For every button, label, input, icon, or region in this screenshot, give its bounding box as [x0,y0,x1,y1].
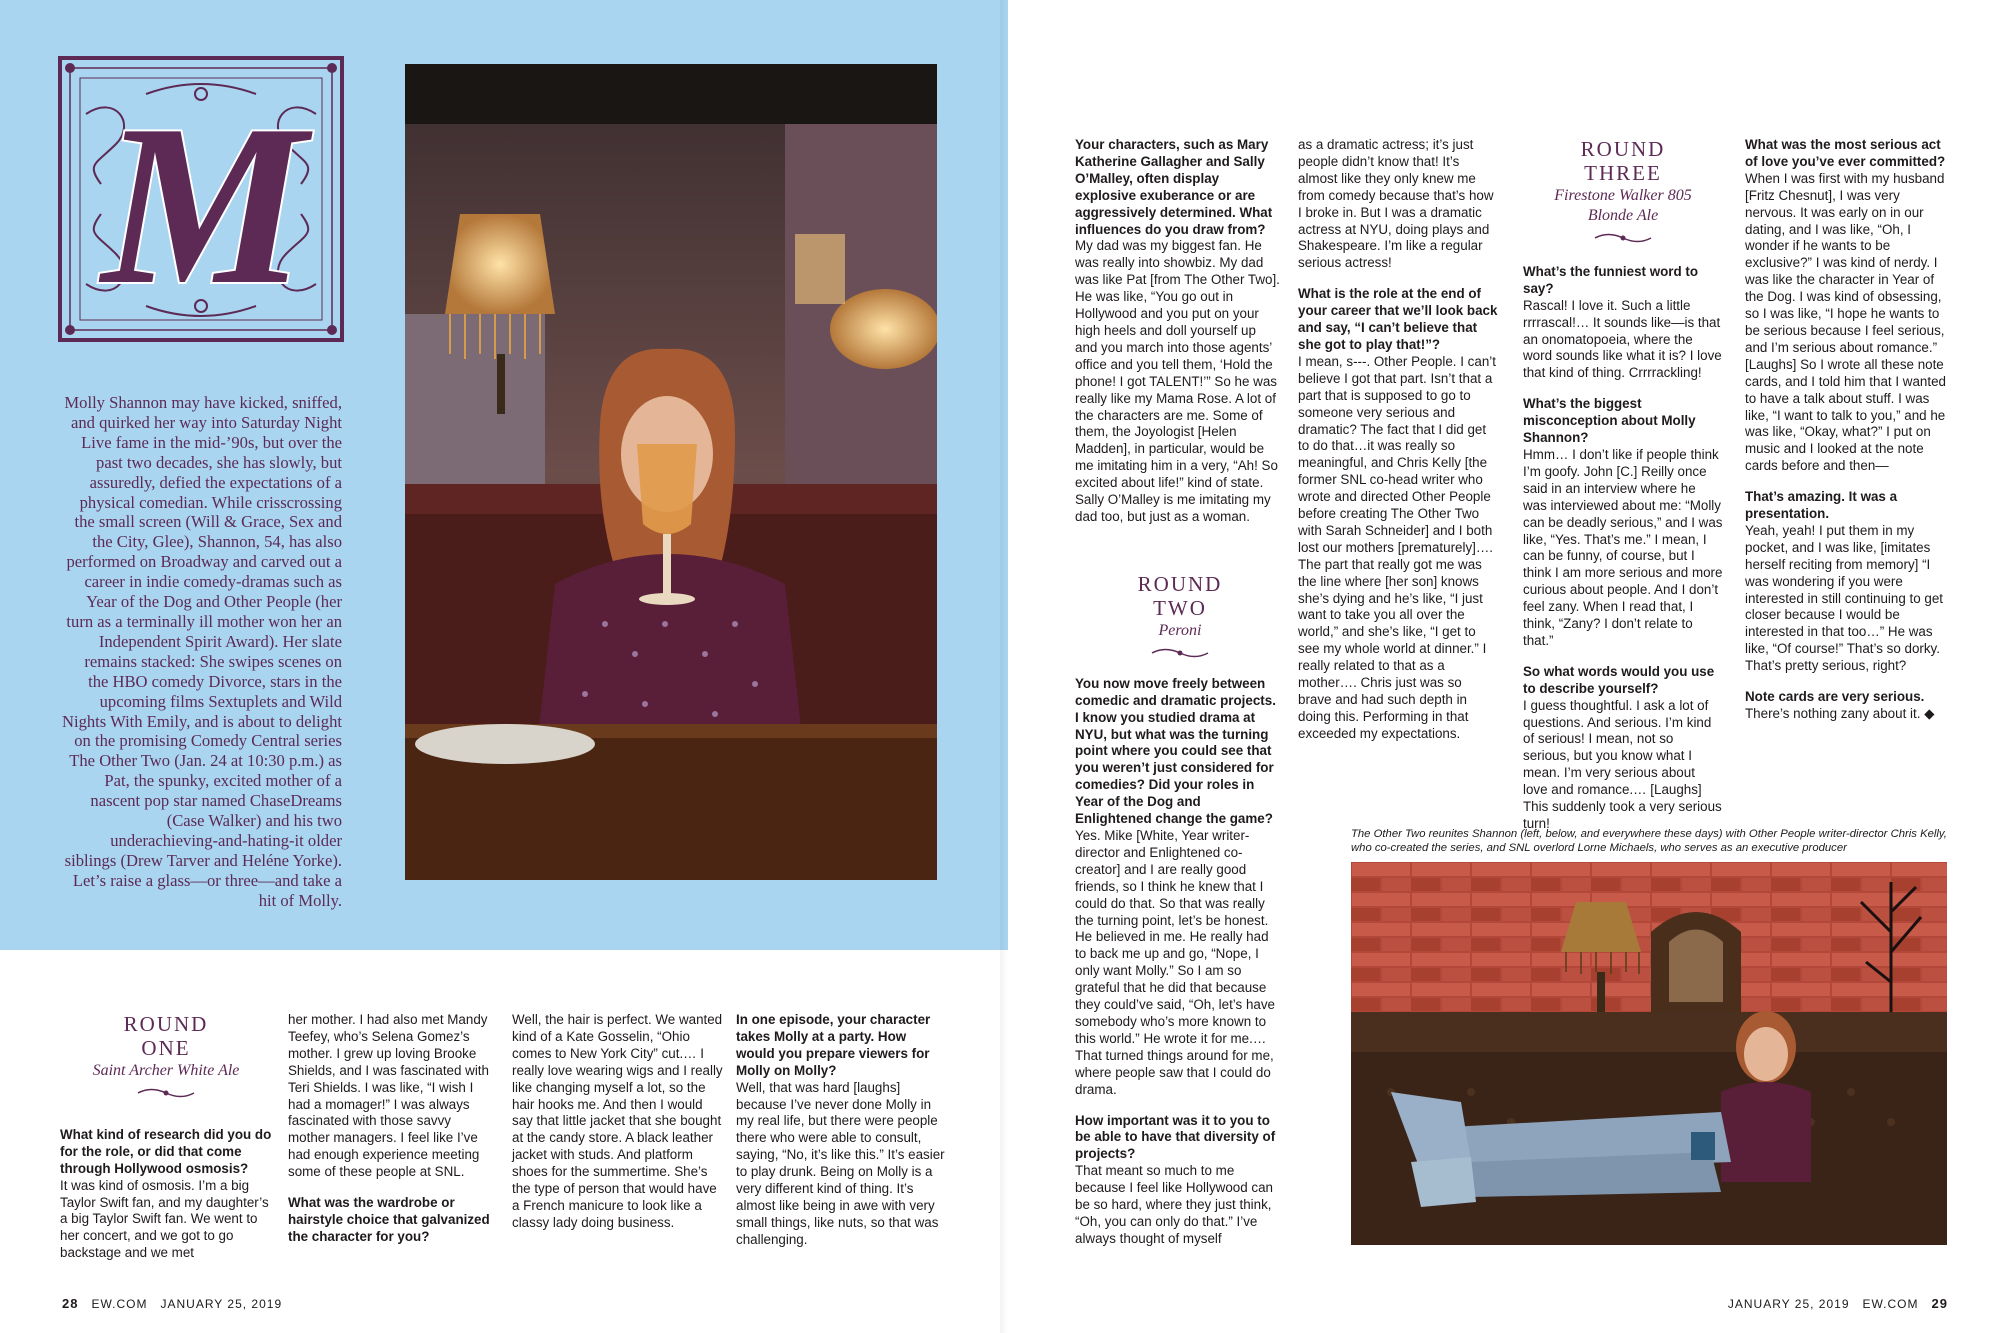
answer-text: I mean, s---. Other People. I can’t believe I got that part. Isn’t that a part that is supposed to go to someone very serious and dramatic? The fact that I did get to do that…it was really so meaningful, and Chris Kelly [the former SNL co-head writer who wrote and directed Other People before creating The Other Two with Sarah Schneider] and I both lost our mothers [prematurely]…. The part that really got me was the line where [her son] knows she’s dying and he’s like, “I just want to take you all over the world,” and she’s like, “I get to see my whole world at dinner.” I really related to that as a mother…. Chris just was so brave and had such depth in doing this. Performing in that exceeded my expectations. [1298,353,1496,741]
left-column-2 [288,1012,496,1260]
main-photo-molly-drinking [405,64,937,880]
round-one-line1: ROUND [123,1012,209,1036]
folio-right [1728,1296,1948,1311]
round-two-line1: ROUND [1137,572,1223,596]
question-text: So what words would you use to describe yourself? [1523,663,1715,696]
question-text: What’s the biggest misconception about Molly Shannon? [1523,396,1696,446]
question-text: What’s the funniest word to say? [1523,263,1699,296]
ornament-divider-icon [1593,231,1653,245]
page-number-right: 29 [1931,1296,1948,1311]
question-text: In one episode, your character takes Molly at a party. How would you prepare viewers for Molly on Molly? [736,1012,931,1078]
answer-text: Rascal! I love it. Such a little rrrrascal!… It sounds like—is that an onomatopoeia, where the word sounds like what it is? I love that kind of thing. Crrrrackling! [1523,297,1722,381]
left-column-1 [60,1012,272,1276]
question-text: Note cards are very serious. [1745,689,1925,705]
issue-date-left: JANUARY 25, 2019 [160,1297,283,1311]
answer-text: Well, that was hard [laughs] because I’ve never done Molly in my real life, but there were people there who were able to consult, saying, “No, it’s like this.” It’s easier to play drunk. Being on Molly is a very different kind of thing. It’s almost like being in awe with very small things, like nuts, so that was challenging. [736,1079,945,1247]
round-one-beer: Saint Archer White Ale [92,1062,240,1079]
question-text: What was the most serious act of love you’ve ever committed? [1745,137,1946,169]
page-gutter [1000,0,1008,1333]
site-name-right: EW.COM [1862,1297,1919,1311]
photo-caption: The Other Two reunites Shannon (left, below, and everywhere these days) with Other People writer-director Chris Kelly, who co-created the series, and SNL overlord Lorne Michaels, who serves as an executive producer [1351,828,1947,854]
question-text: Your characters, such as Mary Katherine Gallagher and Sally O’Malley, often display explosive exuberance or are aggressively determined. What influences do you draw from? [1075,137,1273,237]
intro-paragraph [60,393,342,911]
right-column-3 [1523,137,1723,847]
round-three-line1: ROUND [1580,137,1666,161]
answer-text: Hmm… I don’t like if people think I’m goofy. John [C.] Reilly once said in an interview where he was interviewed about me: “Molly can be deadly serious,” and I was like, “Yes. That’s me.” I mean, I can be funny, of course, but I think I am more serious and more curious about people. And I don’t feel zany. When I read that, I think, “Zany? I don’t relate to that.” [1523,446,1723,648]
folio-left [62,1296,282,1311]
question-text: What was the wardrobe or hairstyle choice that galvanized the character for you? [288,1195,490,1244]
round-two-beer: Peroni [1158,622,1202,639]
question-text: How important was it to you to be able to have that diversity of projects? [1075,1112,1276,1162]
ornate-dropcap-m [56,54,346,344]
answer-text: When I was first with my husband [Fritz Chesnut], I was very nervous. It was early on in our dating, and I was like, “Oh, I wonder if he wants to be exclusive?” I was kind of nerdy. I was like the character in Year of the Dog. I was kind of obsessing, so I was like, “I hope he wants to be serious because I feel serious, and I’m serious about romance.” [Laughs] So I wrote all these note cards, and I told him that I wanted to have a talk about stuff. I was like, “I want to talk to you,” and he was like, “Okay, what?” I put on music and I looked at the note cards before and then— [1745,170,1946,474]
right-column-2 [1298,137,1498,757]
answer-text: as a dramatic actress; it’s just people didn’t know that! It’s almost like they only knew me from comedy because that’s how I broke in. But I was a dramatic actress at NYU, doing plays and Shakespeare. I’m like a regular serious actress! [1298,137,1494,271]
ornament-divider-icon [1150,646,1210,660]
round-three-beer-line2: Blonde Ale [1587,207,1659,224]
round-one-line2: ONE [141,1036,191,1060]
site-name-left: EW.COM [91,1297,148,1311]
answer-text: My dad was my biggest fan. He was really into showbiz. My dad was like Pat [from The Other Two]. He was like, “You go out in Hollywood and you put on your high heels and doll yourself up and you march into those agents’ office and you tell them, ‘Hold the phone! I got TALENT!’” So he was really like my Mama Rose. A lot of the characters are me. Some of them, the Joyologist [Helen Madden], in particular, would be me imitating him in a very, “Ah! So excited about life!” kind of state. Sally O’Malley is me imitating my dad too, but just as a woman. [1075,238,1280,524]
round-two-header [1130,572,1230,665]
question-text: What is the role at the end of your career that we’ll look back and say, “I can’t believe that she got to play that!”? [1298,286,1498,352]
page-number-left: 28 [62,1296,79,1311]
ornament-divider-icon [136,1086,196,1100]
answer-text: That meant so much to me because I feel like Hollywood can be so hard, where they just think, “Oh, you can only do that.” I’ve always thought of myself [1075,1163,1273,1246]
question-text: That’s amazing. It was a presentation. [1745,489,1898,522]
second-photo-molly-on-couch [1351,862,1947,1245]
left-column-3 [512,1012,724,1246]
round-two-line2: TWO [1153,596,1207,620]
question-text: You now move freely between comedic and dramatic projects. I know you studied drama at NYU, but what was the turning point where you could see that you weren’t just considered for comedies? Did your roles in Year of the Dog and Enlightened change the game? [1075,675,1276,827]
answer-text: There’s nothing zany about it. ◆ [1745,706,1935,721]
answer-text: her mother. I had also met Mandy Teefey, who’s Selena Gomez’s mother. I grew up loving Brooke Shields, and I was fascinated with Teri Shields. I was like, “I wish I had a momager!” I was always fascinated with those savvy mother managers. I feel like I’ve had enough experience meeting some of these people at SNL. [288,1012,489,1180]
round-one-header [60,1012,272,1105]
round-three-header [1523,137,1723,250]
dropcap-letter: M [101,77,307,332]
answer-text: Yeah, yeah! I put them in my pocket, and I was like, [imitates herself reciting from memory] “I was wondering if you were interested in still continuing to get closer because I would be interested in that too…” He was like, “Of course!” That’s so dorky. That’s pretty serious, right? [1745,522,1944,674]
question-text: What kind of research did you do for the role, or did that come through Hollywood osmosis? [60,1126,272,1176]
issue-date-right: JANUARY 25, 2019 [1727,1297,1850,1311]
answer-text: Yes. Mike [White, Year writer-director and Enlightened co-creator] and I are really good friends, so I think he knew that I could do that. So that was really the turning point, let’s be honest. He believed in me. He really had to back me up and go, “Nope, I only want Molly.” So I am so grateful that he did that because they could’ve said, “Oh, let’s have somebody who’s more known to this world.” He wrote it for me.… That turned things around for me, where people saw that I could do drama. [1075,828,1275,1097]
round-three-line2: THREE [1584,161,1662,185]
intro-text: Molly Shannon may have kicked, sniffed, and quirked her way into Saturday Night Live fame in the mid-’90s, but over the past two decades, she has slowly, but assuredly, defied the expectations of a physical comedian. While crisscrossing the small screen (Will & Grace, Sex and the City, Glee), Shannon, 54, has also performed on Broadway and carved out a career in indie comedy-dramas such as Year of the Dog and Other People (her turn as a terminally ill mother won her an Independent Spirit Award). Her slate remains stacked: She swipes scenes on the HBO comedy Divorce, stars in the upcoming films Sextuplets and Wild Nights With Emily, and is about to delight on the promising Comedy Central series The Other Two (Jan. 24 at 10:30 p.m.) as Pat, the spunky, excited mother of a nascent pop star named ChaseDreams (Case Walker) and his two underachieving-and-hating-it older siblings (Drew Tarver and Heléne Yorke). Let’s raise a glass—or three—and take a hit of Molly. [61,393,342,910]
round-three-beer-line1: Firestone Walker 805 [1554,187,1692,204]
right-column-4 [1745,137,1950,737]
right-column-1 [1075,137,1280,1262]
answer-text: I guess thoughtful. I ask a lot of questions. And serious. I’m kind of serious! I mean, not so serious, but you know what I mean. I’m very serious about love and romance.… [Laughs] This suddenly took a very serious turn! [1523,697,1722,831]
answer-text: It was kind of osmosis. I’m a big Taylor Swift fan, and my daughter’s a big Taylor Swift fan. We went to her concert, and we got to go backstage and we met [60,1177,269,1261]
answer-text: Well, the hair is perfect. We wanted kind of a Kate Gosselin, “Ohio comes to New York City” cut.… I really love wearing wigs and I really like changing myself a lot, so the hair hooks me. And then I would say that little jacket that she bought at the candy store. A black leather jacket with studs. And platform shoes for the summertime. She’s the type of person that would have a French manicure to look like a classy lady doing business. [512,1012,723,1230]
left-column-4 [736,1012,948,1263]
